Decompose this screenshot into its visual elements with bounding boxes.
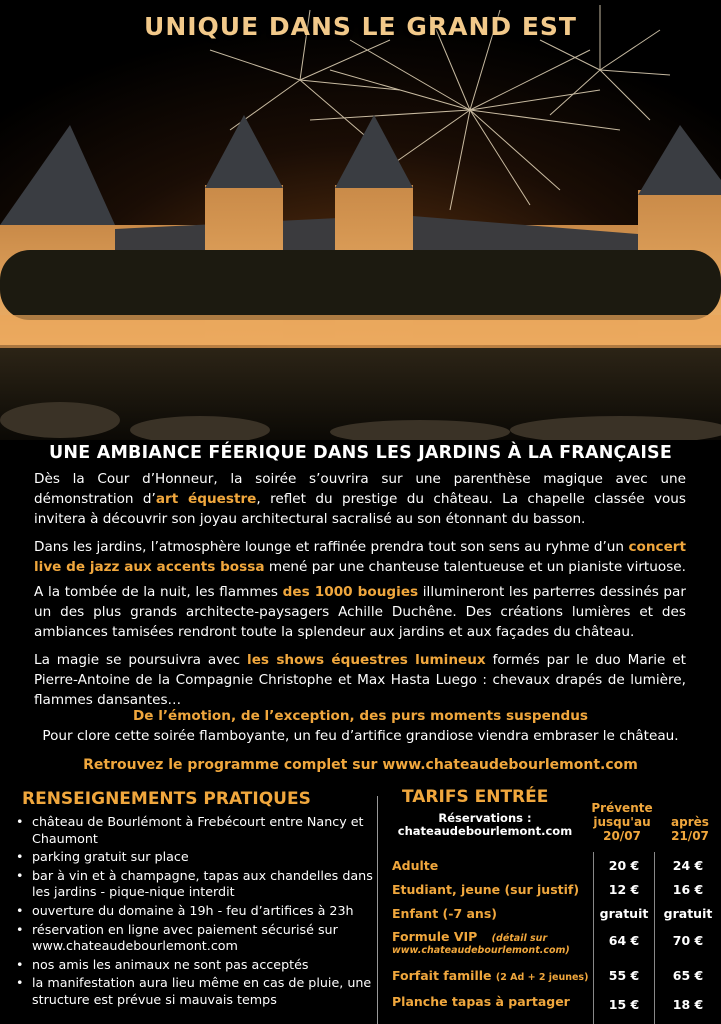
reservations-site[interactable]: chateaudebourlemont.com	[397, 824, 573, 838]
reservations-label: Réservations :	[438, 811, 532, 825]
vip-detail-link[interactable]: www.chateaudebourlemont.com)	[392, 945, 570, 956]
reservations-info	[380, 812, 590, 838]
hero-photo	[0, 0, 721, 440]
list-item: • parking gratuit sur place	[32, 849, 382, 866]
paragraph-jazz: Dans les jardins, l’atmosphère lounge et raffinée prendra tout son sens au ryhme d’un concert live de jazz aux accents bossa mené par une chanteuse talentueuse et un pianiste virtuose.	[34, 539, 686, 575]
price-tapas-prevente: 15 €	[608, 997, 640, 1012]
closing-line: Pour clore cette soirée flamboyante, un feu d’artifice grandiose viendra embraser le château.	[42, 728, 679, 744]
col-header-prevente: Prévente jusqu'au 20/07	[591, 801, 653, 843]
paragraph-equestre: Dès la Cour d’Honneur, la soirée s’ouvrira sur une parenthèse magique avec une démonstration d’art équestre, reflet du prestige du château. La chapelle classée vous invitera à découvrir son joyau architectural sacralisé au son étonnant du basson.	[34, 471, 686, 527]
col-line	[654, 852, 655, 1024]
row-label-enfant: Enfant (-7 ans)	[392, 906, 497, 921]
chateau-fireworks-image	[0, 0, 721, 440]
row-label-vip: Formule VIP (détail sur	[392, 929, 548, 944]
list-item: • bar à vin et à champagne, tapas aux chandelles dans les jardins - pique-nique interdit	[32, 868, 382, 901]
price-enfant-apres: gratuit	[663, 906, 713, 921]
price-vip-apres: 70 €	[672, 933, 704, 948]
price-etudiant-apres: 16 €	[672, 882, 704, 897]
price-adulte-apres: 24 €	[672, 858, 704, 873]
programme-link[interactable]: Retrouvez le programme complet sur www.chateaudebourlemont.com	[83, 757, 638, 773]
hero-title: UNIQUE DANS LE GRAND EST	[144, 12, 577, 41]
row-label-famille: Forfait famille (2 Ad + 2 jeunes)	[392, 968, 589, 983]
price-etudiant-prevente: 12 €	[608, 882, 640, 897]
ambiance-heading: UNE AMBIANCE FÉERIQUE DANS LES JARDINS À LA FRANÇAISE	[49, 443, 672, 463]
column-divider	[377, 796, 378, 1024]
paragraph-shows: La magie se poursuivra avec les shows équestres lumineux formés par le duo Marie et Pierre-Antoine de la Compagnie Christophe et Max Hasta Luego : chevaux drapés de lumière, flammes dansantes…	[34, 652, 686, 708]
row-label-etudiant: Etudiant, jeune (sur justif)	[392, 882, 580, 897]
price-tapas-apres: 18 €	[672, 997, 704, 1012]
list-item: • nos amis les animaux ne sont pas acceptés	[32, 957, 382, 974]
price-enfant-prevente: gratuit	[599, 906, 649, 921]
info-title: RENSEIGNEMENTS PRATIQUES	[22, 789, 311, 809]
list-item: • château de Bourlémont à Frebécourt entre Nancy et Chaumont	[32, 814, 382, 847]
col-header-apres: après 21/07	[671, 815, 709, 843]
row-label-adulte: Adulte	[392, 858, 439, 873]
list-item: • ouverture du domaine à 19h - feu d’artifices à 23h	[32, 903, 382, 920]
list-item: • la manifestation aura lieu même en cas de pluie, une structure est prévue si mauvais temps	[32, 975, 382, 1008]
tagline: De l’émotion, de l’exception, des purs moments suspendus	[132, 708, 588, 724]
info-list	[14, 814, 382, 1011]
paragraph-bougies: A la tombée de la nuit, les flammes des 1000 bougies illumineront les parterres dessinés par un des plus grands architecte-paysagers Achille Duchêne. Des créations lumières et des ambiances tamisées rendront toute la splendeur aux jardins et aux façades du château.	[34, 584, 686, 640]
price-vip-prevente: 64 €	[608, 933, 640, 948]
famille-detail: (2 Ad + 2 jeunes)	[495, 972, 589, 983]
col-line	[593, 852, 594, 1024]
price-famille-prevente: 55 €	[608, 968, 640, 983]
tarifs-title: TARIFS ENTRÉE	[402, 787, 549, 807]
row-label-tapas: Planche tapas à partager	[392, 994, 570, 1009]
price-adulte-prevente: 20 €	[608, 858, 640, 873]
vip-detail-a: (détail sur	[491, 933, 548, 944]
list-item: • réservation en ligne avec paiement sécurisé sur www.chateaudebourlemont.com	[32, 922, 382, 955]
price-famille-apres: 65 €	[672, 968, 704, 983]
